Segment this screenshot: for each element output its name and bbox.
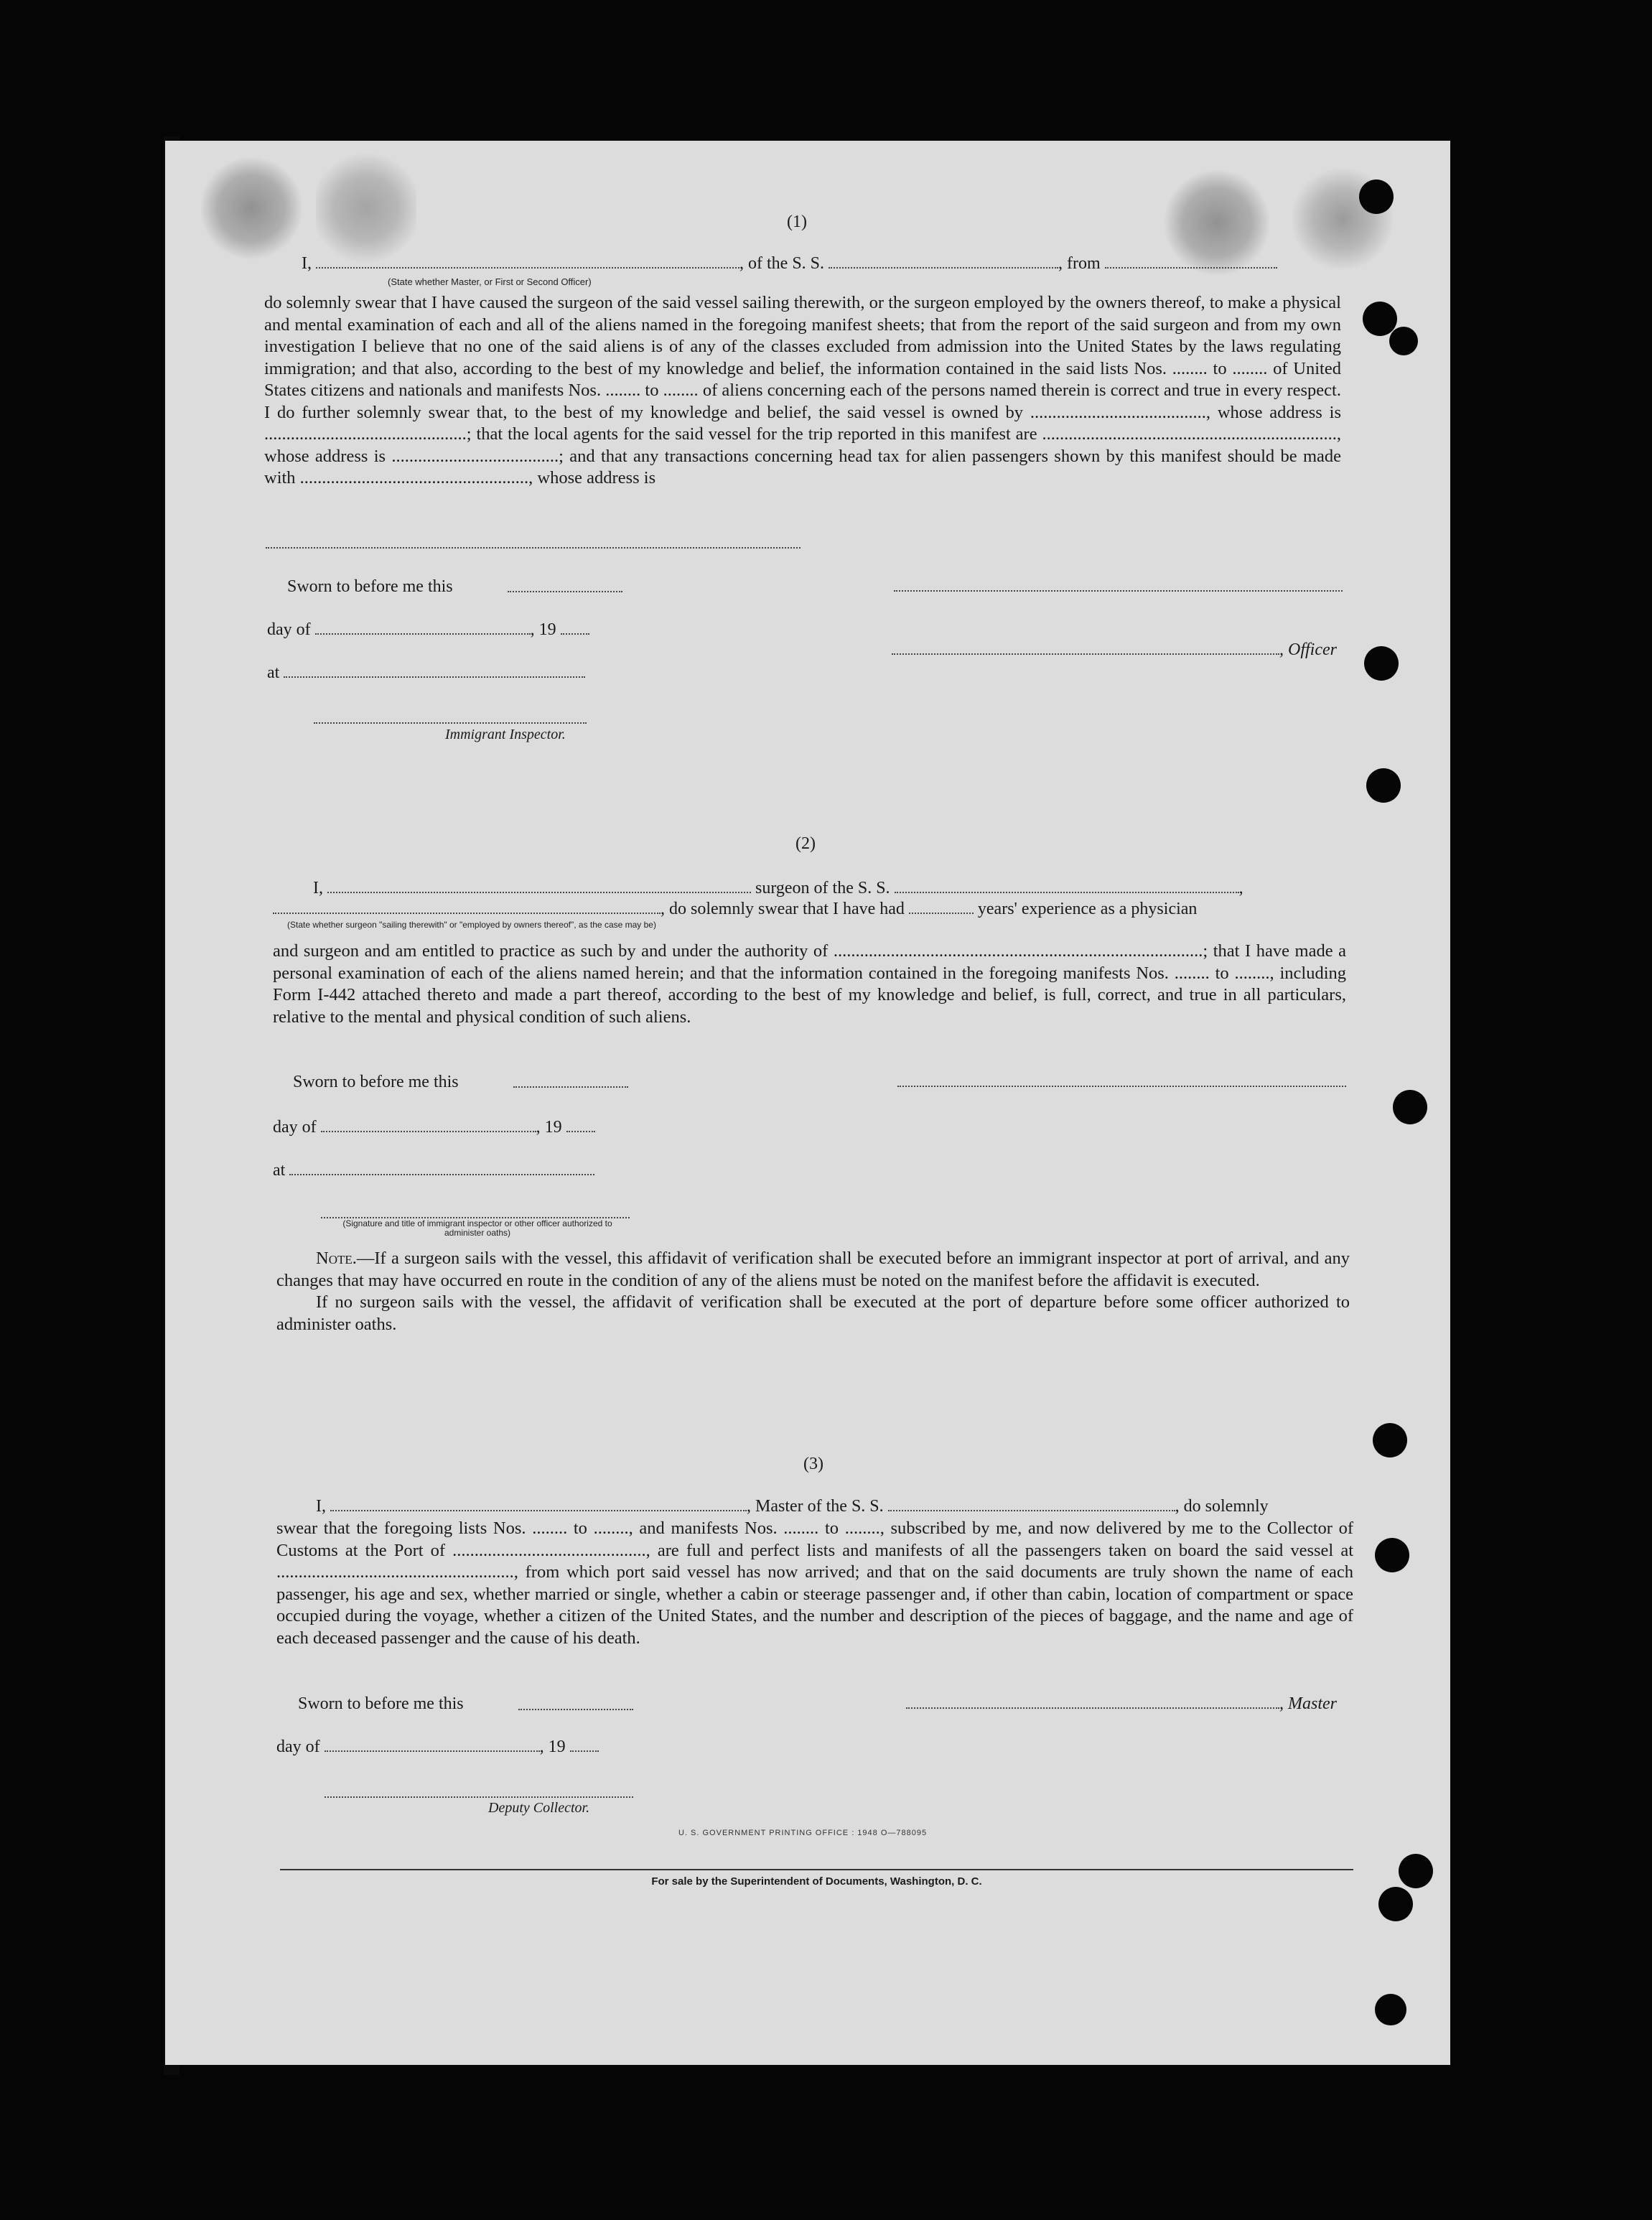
vessel-field[interactable] [895,880,1239,893]
day-of-field[interactable] [315,622,531,635]
day-of-line: day of , 19 [267,619,589,640]
state-note: (State whether Master, or First or Second Officer) [388,276,592,287]
affidavit-3-body [276,1518,1353,1649]
sworn-label: Sworn to before me this [293,1073,459,1091]
vessel-field[interactable] [829,256,1058,269]
day-of-field[interactable] [321,1119,536,1132]
master-signature-field[interactable] [906,1696,1279,1709]
sworn-day-field[interactable] [508,591,622,592]
surgeon-signature-line[interactable] [897,1086,1346,1087]
note-1: Note.—If a surgeon sails with the vessel, this affidavit of verification shall be executed before an immigrant inspector at port of arrival, and any changes that may have occurred en route in the condition of any of the aliens must be noted on the manifest before the affidavit is executed. [276,1249,1350,1290]
vessel-field[interactable] [888,1498,1175,1511]
punch-hole [1378,1887,1413,1921]
master-line [906,1693,1337,1715]
year-field[interactable] [570,1739,599,1752]
officer-signature-line-1[interactable] [894,590,1343,592]
corner-stamp-left-2 [316,147,416,269]
name-field[interactable] [316,256,739,269]
officer-signature-field[interactable] [892,642,1279,655]
address-continuation-line[interactable] [266,547,801,549]
year-field[interactable] [561,622,589,635]
master-name-field[interactable] [330,1498,747,1511]
section-number: (2) [795,834,816,853]
affidavit-1-body [264,292,1341,490]
punch-hole [1389,327,1418,355]
year-field[interactable] [566,1119,595,1132]
sworn-label: Sworn to before me this [298,1694,464,1713]
at-line: at [273,1160,594,1181]
master-label: , Master [1279,1694,1337,1713]
gpo-imprint: U. S. GOVERNMENT PRINTING OFFICE : 1948 O—788095 [678,1829,928,1837]
punch-hole [1393,1090,1427,1124]
years-field[interactable] [909,901,974,914]
section-number: (3) [803,1455,823,1473]
day-of-line: day of , 19 [276,1736,599,1758]
from-field[interactable] [1105,256,1277,269]
day-of-field[interactable] [325,1739,540,1752]
deputy-collector-label: Deputy Collector. [488,1800,590,1816]
affidavit-3-first-line: I, , Master of the S. S. , do solemnly [316,1497,1269,1516]
affidavit-1-first-line [302,253,1277,274]
sworn-day-field[interactable] [518,1709,633,1710]
signature-title-note: (Signature and title of immigrant inspector or other officer authorized to administer oaths) [342,1218,612,1238]
punch-hole [1364,646,1399,681]
surgeon-status-field[interactable] [273,901,661,914]
of-ss-label: , of the S. S. [739,254,825,273]
punch-hole [1363,302,1397,336]
at-field[interactable] [284,665,585,678]
punch-hole [1375,1994,1406,2025]
punch-hole [1373,1423,1407,1458]
section-number: (1) [787,213,807,231]
affidavit-3-text: swear that the foregoing lists Nos. ........ to ........, and manifests Nos. ........ to ........, subscribed by me, and now delivered by me to the Collector of Customs at the Port of ............................................, are full and perfect lists and manifests of all the passengers taken on board the said vessel at ......................................................, from which port said vessel has now arrived; and that on the said documents are truly shown the name of each passenger, his age and sex, whether married or single, whether a cabin or steerage passenger and, if other than cabin, location of compartment or space occupied during the voyage, whether a citizen of the United States, and the number and description of the pieces of baggage, and the name and age of each deceased passenger and the cause of his death. [276,1519,1353,1648]
day-of-line: day of , 19 [273,1116,595,1138]
affidavit-1-text: do solemnly swear that I have caused the surgeon of the said vessel sailing therewith, or the surgeon employed by the owners thereof, to make a physical and mental examination of each and all of the aliens named in the foregoing manifest sheets; that from the report of the said surgeon and from my own investigation I believe that no one of the said aliens is of any of the classes excluded from admission into the United States by the laws regulating immigration; and that also, according to the best of my knowledge and belief, the information contained in the said lists Nos. ........ to ........ of United States citizens and nationals and manifests Nos. ........ to ........ of aliens concerning each of the persons named therein is correct and true in every respect. I do further solemnly swear that, to the best of my knowledge and belief, the said vessel is owned by ........................................, whose address is ..............................................; that the local agents for the said vessel for the trip reported in this manifest are ..................................................................., whose address is ......................................; and that any transactions concerning head tax for alien passengers shown by this manifest should be made with ...................................................., whose address is [264,293,1341,488]
affidavit-2-text: and surgeon and am entitled to practice as such by and under the authority of ....................................................................................; that I have made a personal examination of each of the aliens named herein; and that the information contained in the foregoing manifests Nos. ........ to ........, including Form I-442 attached thereto and made a part thereof, according to the best of my knowledge and belief, is full, correct, and true in all particulars, relative to the mental and physical condition of such aliens. [273,941,1346,1027]
officer-line [892,639,1337,661]
affidavit-2-first-line: I, surgeon of the S. S. , [313,879,1243,897]
punch-hole [1366,768,1401,803]
i-label: I, [302,254,312,273]
punch-hole [1359,179,1394,214]
from-label: , from [1058,254,1101,273]
footer-sale-note: For sale by the Superintendent of Documents, Washington, D. C. [651,1875,982,1888]
punch-hole [1375,1538,1409,1572]
sworn-label: Sworn to before me this [287,577,453,596]
surgeon-name-field[interactable] [327,880,751,893]
affidavit-2-second-line: , do solemnly swear that I have had years' experience as a physician [273,898,1197,920]
notes-block [276,1248,1350,1335]
corner-stamp-left [201,154,302,262]
immigrant-inspector-label: Immigrant Inspector. [445,727,566,742]
note-2: If no surgeon sails with the vessel, the affidavit of verification shall be executed at the port of departure before some officer authorized to administer oaths. [276,1292,1350,1334]
footer-rule [280,1869,1353,1870]
punch-hole [1399,1854,1433,1888]
affidavit-2-body [273,941,1346,1028]
officer-label: , Officer [1279,640,1337,659]
surgeon-state-note: (State whether surgeon "sailing therewith" or "employed by owners thereof", as the case may be) [287,920,656,930]
sworn-day-field[interactable] [513,1086,628,1088]
at-line: at [267,662,585,684]
at-field[interactable] [289,1162,594,1175]
note-label: Note. [316,1249,357,1268]
